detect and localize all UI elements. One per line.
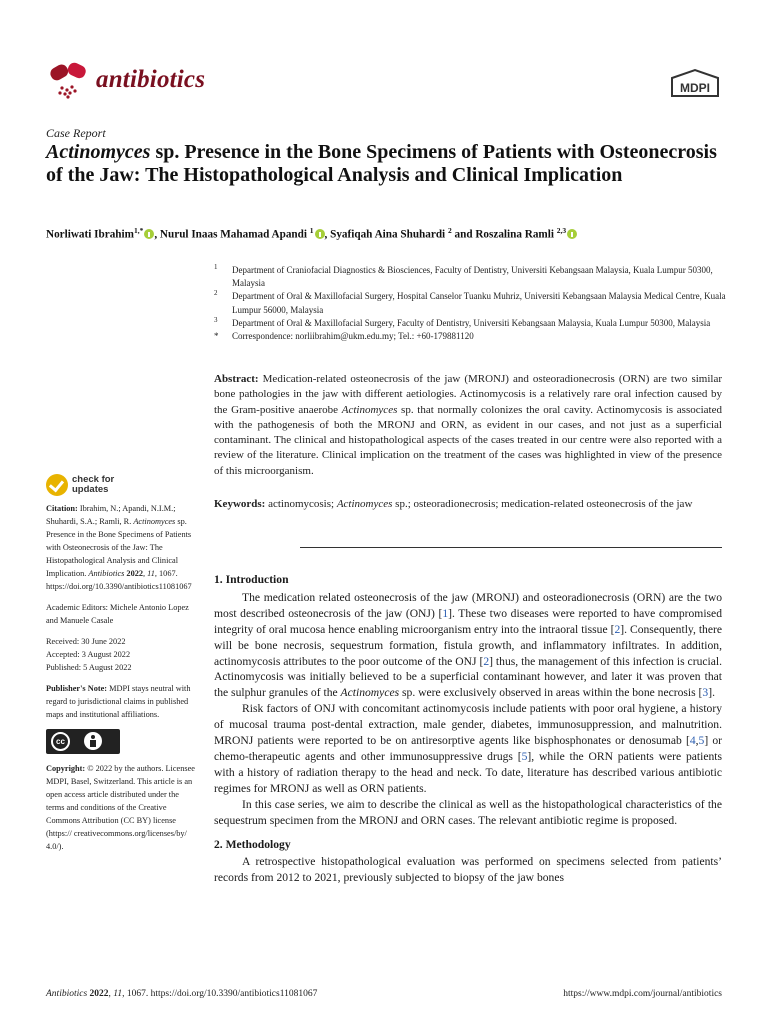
orcid-icon[interactable] (567, 229, 577, 239)
author-sup: 1,* (133, 226, 144, 235)
mdpi-logo-text: MDPI (680, 81, 710, 95)
journal-header (46, 62, 722, 102)
keywords-text-cont: sp.; osteoradionecrosis; medication-related osteonecrosis of the jaw (392, 498, 693, 510)
mdpi-logo-icon[interactable] (668, 68, 722, 98)
copyright: Copyright: © 2022 by the authors. Licensee MDPI, Basel, Switzerland. This article is an open access article distributed under the terms and conditions of the Creative Commons Attribution (CC BY) license (https:// creativecommons.org/licenses/by/ 4.0/). (46, 764, 195, 851)
antibiotics-capsule-logo-icon (46, 62, 92, 100)
affiliation-item (214, 264, 726, 290)
check-icon (46, 474, 68, 496)
citation-link[interactable]: 1 (442, 606, 449, 620)
author-name: Norliwati Ibrahim (46, 228, 134, 241)
article-body (214, 572, 722, 886)
affiliation-number: 1 (214, 263, 218, 271)
check-for-updates-button[interactable] (46, 470, 196, 500)
orcid-icon[interactable] (144, 229, 154, 239)
orcid-icon[interactable] (315, 229, 325, 239)
academic-editors: Academic Editors: Michele Antonio Lopez and Manuele Casale (46, 603, 189, 625)
section-heading-introduction: 1. Introduction (214, 573, 289, 586)
correspondence (214, 330, 726, 343)
keywords-label: Keywords: (214, 498, 266, 510)
abstract-text: Medication-related osteonecrosis of the jaw (MRONJ) and osteoradionecrosis (ORN) are two similar bone pathologies in the jaw with different aetiologies. Actinomycosis is a relatively rare oral infection caused by the Gram-positive anaerobe (214, 373, 722, 416)
page-footer (46, 989, 722, 999)
affiliations (214, 264, 726, 343)
affiliation-text: Department of Oral & Maxillofacial Surgery, Faculty of Dentistry, Universiti Kebangsaan Malaysia, Kuala Lumpur 50300, Malaysia (232, 317, 711, 328)
article-title (46, 141, 726, 187)
citation: Citation: Ibrahim, N.; Apandi, N.I.M.; Shuhardi, S.A.; Ramli, R. Actinomyces sp. Presence in the Bone Specimens of Patients with Osteonecrosis of the Jaw: The Histopathological Analysis and Clinical Implication. Antibiotics 2022, 11, 1067. https://doi.org/10.3390/antibiotics11081067 (46, 504, 192, 591)
author-sup: 2 (447, 226, 452, 235)
journal-url-link[interactable]: https://www.mdpi.com/journal/antibiotics (563, 989, 722, 999)
article-type: Case Report (46, 126, 106, 140)
abstract-label: Abstract: (214, 373, 259, 385)
citation-link[interactable]: 4 (689, 734, 696, 748)
cc-by-license-badge[interactable] (46, 729, 120, 754)
published-date: Published: 5 August 2022 (46, 663, 132, 672)
section-divider (300, 547, 722, 548)
paragraph: Risk factors of ONJ with concomitant actinomycosis include patients with poor oral hygiene, a history of mucosal trauma post-dental extraction, male gender, diabetes, immunosuppression, and malnutrition. MRONJ patients were reported to be on antiresorptive agents like bisphosphonates or denosumab [4,5] or chemo-therapeutic agents and other immunosuppressive drugs [5], while the ORN patients were patients with a history of radiation therapy to the head and neck. To date, literature has described various antibiotic regimes for MRONJ as well as ORN patients. (214, 702, 723, 795)
citation-link[interactable]: 5 (698, 734, 705, 748)
keywords (214, 497, 722, 512)
abstract-italic: Actinomyces (341, 403, 398, 416)
footer-citation: Antibiotics 2022, 11, 1067. https://doi.org/10.3390/antibiotics11081067 (46, 989, 318, 999)
accepted-date: Accepted: 3 August 2022 (46, 650, 131, 659)
affiliation-number: 2 (214, 289, 218, 298)
affiliation-item (214, 290, 726, 316)
paragraph: A retrospective histopathological evaluation was performed on specimens selected from patients’ records from 2012 to 2021, previously subjected to biopsy of the jaw bones (214, 855, 722, 885)
check-updates-label: check for updates (72, 474, 115, 495)
paragraph: In this case series, we aim to describe the clinical as well as the histopathological characteristics of the sequestrum specimen from the MRONJ and ORN cases. The relevant antibiotic regime is proposed. (214, 797, 722, 827)
journal-name[interactable]: antibiotics (96, 66, 206, 93)
author-name: Nurul Inaas Mahamad Apandi (159, 228, 307, 241)
keywords-text: actinomycosis; (265, 498, 337, 510)
author-sup: 1 (309, 226, 314, 235)
paragraph: The medication related osteonecrosis of the jaw (MRONJ) and osteoradionecrosis (ORN) are the two most described osteonecrosis of the jaw (ONJ) [1]. These two diseases were reported to have compromised integrity of oral mucosa hence enabling microorganism entry into the intraoral tissue [2]. Consequently, there will be bone necrosis, sequestrum formation, fistula growth, and inflammatory infiltrates. In addition, actinomycosis attributes to the poor outcome of the ONJ [2] thus, the management of this infection is crucial. Actinomycosis was initially believed to be a superficial contaminant however, and later it was proven that the sulphur granules of the Actinomyces sp. were exclusively observed in areas within the bone necrosis [3]. (214, 590, 722, 700)
abstract-text-cont: sp. that normally colonizes the oral cavity. Actinomycosis is associated with the pathogenesis of both the MRONJ and ORN, as evident in our cases, and not just as a superficial contaminant. The clinical and histopathological aspects of the cases treated in our centre were also reported with a review of the literature. Clinical implication on the treatment of the cases was highlighted in view of the presence of this microorganism. (214, 403, 722, 477)
citation-label: Citation: (46, 504, 78, 513)
affiliation-item (214, 317, 726, 330)
citation-link[interactable]: 2 (483, 654, 490, 668)
author-name: Roszalina Ramli (475, 228, 554, 241)
citation-link[interactable]: 5 (521, 749, 528, 763)
citation-link[interactable]: 3 (702, 686, 709, 700)
received-date: Received: 30 June 2022 (46, 637, 126, 646)
correspondence-marker: * (214, 331, 219, 342)
author-name: Syafiqah Aina Shuhardi (330, 228, 446, 241)
affiliation-number: 3 (214, 315, 218, 324)
author-sup: 2,3 (556, 226, 567, 235)
publisher-note: Publisher's Note: MDPI stays neutral with regard to jurisdictional claims in published maps and institutional affiliations. (46, 684, 191, 719)
affiliation-text: Department of Oral & Maxillofacial Surgery, Hospital Canselor Tuanku Muhriz, Universiti Kebangsaan Malaysia Medical Centre, Kuala Lumpur 56000, Malaysia (232, 291, 726, 315)
affiliation-text: Department of Craniofacial Diagnostics & Biosciences, Faculty of Dentistry, Universiti Kebangsaan Malaysia, Kuala Lumpur 50300, Malaysia (232, 265, 713, 289)
sidebar (46, 470, 196, 861)
section-heading-methodology: 2. Methodology (214, 837, 291, 851)
title-italic-genus: Actinomyces (46, 141, 151, 163)
cc-icon: cc (51, 732, 70, 751)
author-list: Norliwati Ibrahim$^{1,*}$ , Nurul Inaas Mahamad Apandi $^1$ , Syafiqah Aina Shuhardi $^2$ and Roszalina Ramli $^{2,3}$ (46, 226, 736, 241)
abstract (214, 372, 722, 479)
person-icon (84, 732, 102, 750)
keywords-italic: Actinomyces (336, 498, 393, 510)
citation-link[interactable]: 2 (614, 622, 621, 636)
title-rest: sp. Presence in the Bone Specimens of Patients with Osteonecrosis of the Jaw: The Histopathological Analysis and Clinical Implication (46, 141, 717, 186)
correspondence-text: Correspondence: norliibrahim@ukm.edu.my; Tel.: +60-179881120 (232, 331, 474, 342)
